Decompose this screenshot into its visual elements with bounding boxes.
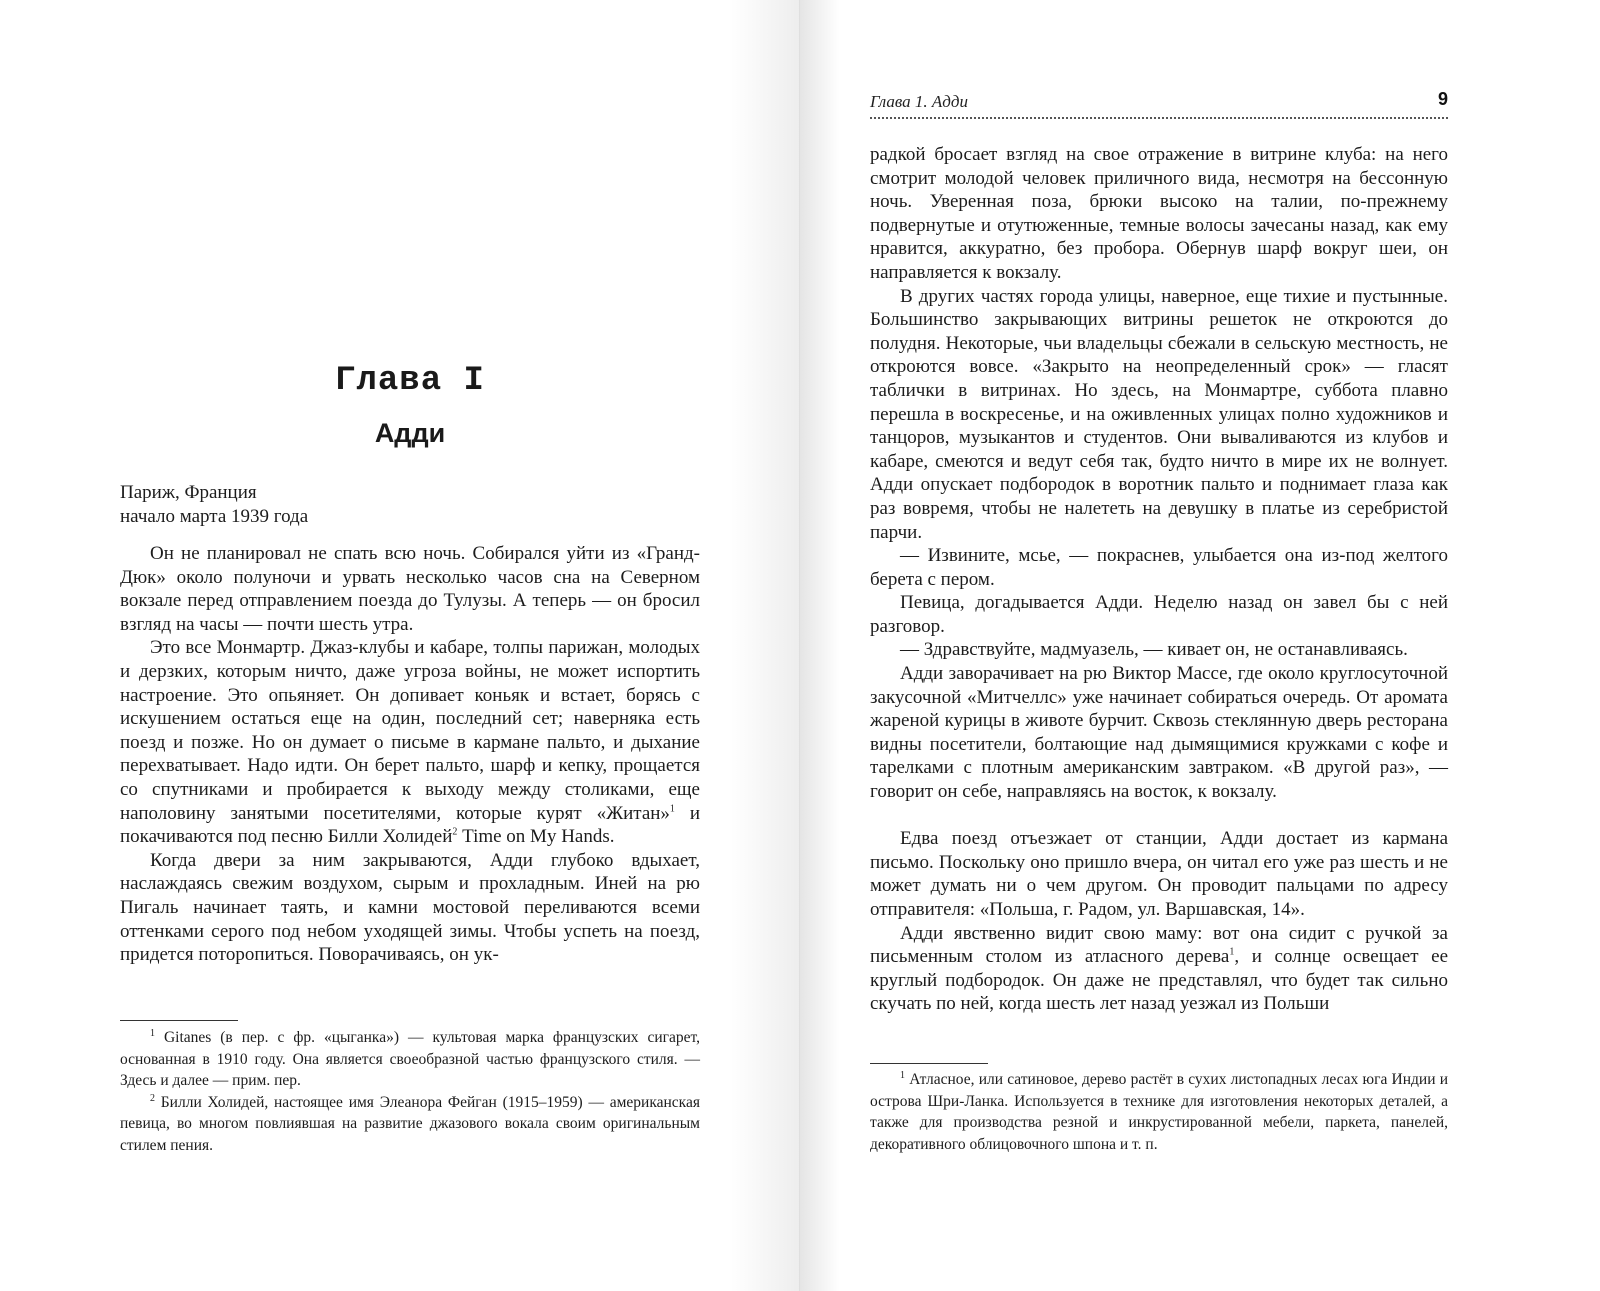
paragraph-text: Адди явственно видит свою маму: вот она сидит с ручкой за письменным столом из атласного дерева [870, 922, 1448, 968]
footnote [120, 1092, 700, 1157]
footnote-ref[interactable]: 2 [452, 826, 458, 838]
footnote-ref[interactable]: 1 [1229, 946, 1235, 958]
paragraph: Певица, догадывается Адди. Неделю назад он завел бы с ней разговор. [870, 592, 1448, 637]
paragraph: Едва поезд отъезжает от станции, Адди достает из кармана письмо. Поскольку оно пришло вчера, он читал его уже раз шесть и не может думать ни о чем другом. Он проводит пальцами по адресу отправителя: «Польша, г. Радом, ул. Варшавская, 14». [870, 828, 1448, 920]
paragraph: В других частях города улицы, наверное, еще тихие и пустынные. Большинство закрывающих витрины решеток не откроются до полудня. Некоторые, чьи владельцы сбежали в сельскую местность, не откроются вовсе. «Закрыто на неопределенный срок» — гласят таблички в витринах. Но здесь, на Монмартре, суббота плавно перешла в воскресенье, и на оживленных улицах полно художников и танцоров, музыкантов и студентов. Они вываливаются из клубов и кабаре, смеются и ведут себя так, будто ничто в мире их не волнует. Адди опускает подбородок в воротник пальто и поднимает глаза как раз вовремя, чтобы не налететь на девушку в платье из серебристой парчи. [870, 285, 1448, 543]
footnote-mark: 1 [150, 1027, 155, 1039]
right-body-text [870, 143, 1448, 1016]
paragraph-text: Это все Монмартр. Джаз-клубы и кабаре, толпы парижан, молодых и дерзких, которым ничто, даже угроза войны, не может испортить настроение. Это опьяняет. Он допивает коньяк и встает, борясь с искушением остаться еще на один, последний сет; наверняка есть поезд и позже. Но он думает о письме в кармане пальто, и дыхание перехватывает. Надо идти. Он берет пальто, шарф и кепку, прощается со спутниками и пробирается к выходу между столиками, еще наполовину занятыми посетителями, которые курят «Житан» [120, 637, 700, 824]
paragraph [120, 636, 700, 848]
gutter-shadow [800, 0, 840, 1291]
chapter-name: Адди [374, 418, 446, 448]
paragraph-text: и покачиваются под песню Билли Холидей [120, 802, 700, 848]
paragraph-text: Time on My Hands. [457, 826, 615, 848]
place-line: Париж, Франция [120, 482, 257, 503]
left-footnotes [120, 1027, 700, 1156]
running-head-dotted-rule [870, 117, 1448, 119]
gutter-shadow [730, 0, 800, 1291]
footnote-mark: 2 [150, 1092, 155, 1104]
paragraph [870, 922, 1448, 1016]
running-head [870, 89, 1448, 115]
footnote-divider [120, 1020, 238, 1021]
footnote-divider [870, 1063, 988, 1064]
footnote-text: Атласное, или сатиновое, дерево растёт в сухих листопадных лесах юга Индии и острова Шри-Ланка. Используется в технике для изготовления некоторых деталей, а также для производства резной и инкрустированной мебели, паркета, панелей, декоративного облицовочного шпона и т. п. [870, 1071, 1448, 1153]
book-gutter [799, 0, 800, 1291]
footnote-text: Билли Холидей, настоящее имя Элеанора Фейган (1915–1959) — американская певица, во многом повлиявшая на развитие джазового вокала своим оригинальным стилем пения. [120, 1093, 700, 1154]
paragraph-text: , и солнце освещает ее круглый подбородок. Он даже не представлял, что будет так сильно скучать по ней, когда шесть лет назад уезжал из Польши [870, 946, 1448, 1015]
paragraph: Адди заворачивает на рю Виктор Массе, где около круглосуточной закусочной «Митчеллс» уже начинает собираться очередь. От аромата жареной курицы в животе бурчит. Сквозь стеклянную дверь ресторана видны посетители, болтающие над дымящимися кружками с кофе и тарелками с плотным американским завтраком. «В другой раз», — говорит он себе, направляясь на восток, к вокзалу. [870, 663, 1448, 803]
footnote [870, 1069, 1448, 1155]
date-line: начало марта 1939 года [120, 506, 309, 527]
paragraph: радкой бросает взгляд на свое отражение в витрине клуба: на него смотрит молодой человек приличного вида, несмотря на бессонную ночь. Уверенная поза, брюки высоко на талии, по-прежнему подвернутые и отутюженные, темные волосы зачесаны назад, как ему нравится, аккуратно, без пробора. Обернув шарф вокруг шеи, он направляется к вокзалу. [870, 144, 1448, 283]
running-title: Глава 1. Адди [870, 92, 968, 111]
chapter-title: Глава I [335, 362, 485, 400]
footnote [120, 1027, 700, 1092]
left-body-text [120, 542, 700, 967]
footnote-ref[interactable]: 1 [669, 803, 675, 815]
footnote-mark: 1 [900, 1069, 905, 1081]
footnote-text: Gitanes (в пер. с фр. «цыганка») — культовая марка французских сигарет, основанная в 1910 году. Она является своеобразной частью французского стиля. — Здесь и далее — прим. пер. [120, 1029, 700, 1089]
paragraph: Когда двери за ним закрываются, Адди глубоко вдыхает, наслаждаясь свежим воздухом, сырым и прохладным. Иней на рю Пигаль начинает таять, и камни мостовой переливаются всеми оттенками серого под небом уходящей зимы. Чтобы успеть на поезд, придется поторопиться. Поворачиваясь, он ук- [120, 849, 700, 966]
page-number: 9 [1437, 89, 1448, 109]
paragraph: — Здравствуйте, мадмуазель, — кивает он, не останавливаясь. [900, 639, 1408, 661]
paragraph: Он не планировал не спать всю ночь. Собирался уйти из «Гранд-Дюк» около полуночи и урвать несколько часов сна на Северном вокзале перед отправлением поезда до Тулузы. А теперь — он бросил взгляд на часы — почти шесть утра. [120, 543, 700, 635]
right-footnotes [870, 1069, 1448, 1155]
paragraph: — Извините, мсье, — покраснев, улыбается она из-под желтого берета с пером. [870, 545, 1448, 590]
place-date-block [120, 481, 700, 529]
